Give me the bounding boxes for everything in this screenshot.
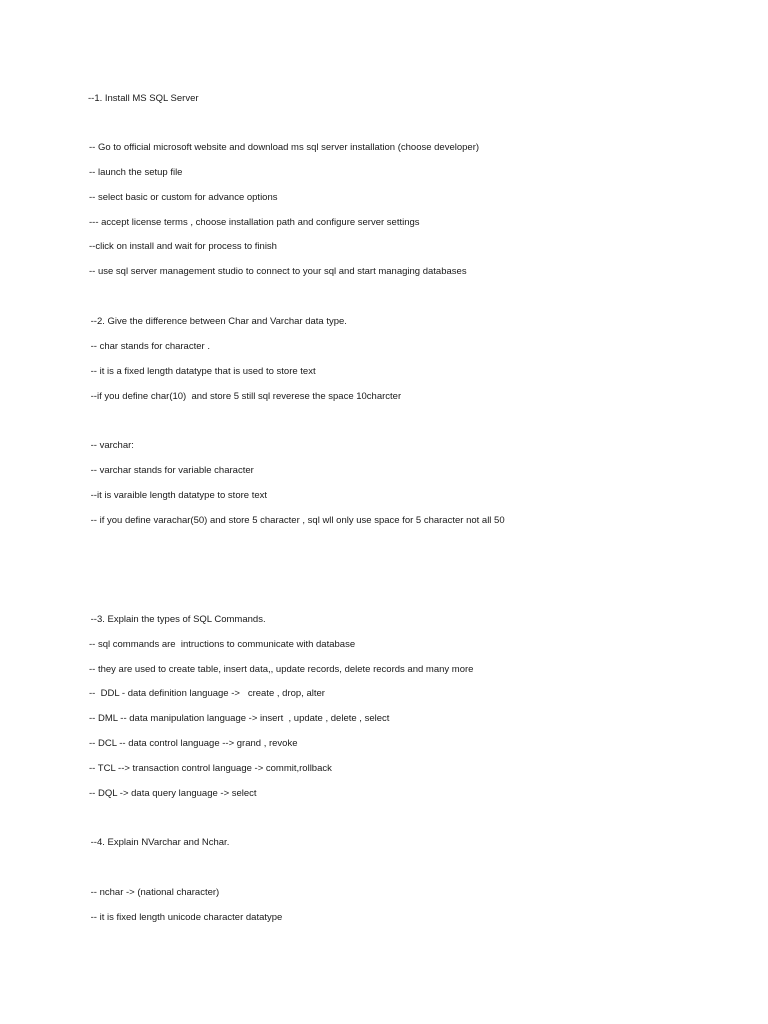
text-line: --if you define char(10) and store 5 still sql reverese the space 10charcter <box>88 391 402 402</box>
text-line: -- DQL -> data query language -> select <box>89 788 257 799</box>
heading-q4: --4. Explain NVarchar and Nchar. <box>88 837 230 848</box>
text-line: -- it is fixed length unicode character datatype <box>88 912 283 923</box>
text-line: --click on install and wait for process to finish <box>89 241 277 252</box>
text-line: --- accept license terms , choose installation path and configure server settings <box>89 217 420 228</box>
text-line: --it is varaible length datatype to store text <box>88 490 268 501</box>
text-line: -- TCL --> transaction control language -> commit,rollback <box>89 763 332 774</box>
text-line: -- char stands for character . <box>88 341 210 352</box>
text-line: -- Go to official microsoft website and download ms sql server installation (choose developer) <box>89 142 480 153</box>
text-line: -- varchar stands for variable character <box>88 465 254 476</box>
text-line: -- select basic or custom for advance options <box>89 192 278 203</box>
text-line: -- sql commands are intructions to communicate with database <box>89 639 356 650</box>
heading-q1: --1. Install MS SQL Server <box>88 93 199 104</box>
text-line: -- nchar -> (national character) <box>88 887 220 898</box>
text-line: -- DML -- data manipulation language -> insert , update , delete , select <box>89 713 390 724</box>
text-line: -- DDL - data definition language -> create , drop, alter <box>89 688 325 699</box>
heading-q2: --2. Give the difference between Char and Varchar data type. <box>88 316 347 327</box>
text-line: -- use sql server management studio to connect to your sql and start managing databases <box>89 266 467 277</box>
text-line: -- varchar: <box>88 440 134 451</box>
text-line: -- DCL -- data control language --> grand , revoke <box>89 738 298 749</box>
heading-q3: --3. Explain the types of SQL Commands. <box>88 614 266 625</box>
text-line: -- it is a fixed length datatype that is used to store text <box>88 366 316 377</box>
text-line: -- if you define varachar(50) and store 5 character , sql wll only use space for 5 character not all 50 <box>88 515 505 526</box>
text-line: -- launch the setup file <box>89 167 183 178</box>
text-line: -- they are used to create table, insert data,, update records, delete records and many more <box>89 664 474 675</box>
